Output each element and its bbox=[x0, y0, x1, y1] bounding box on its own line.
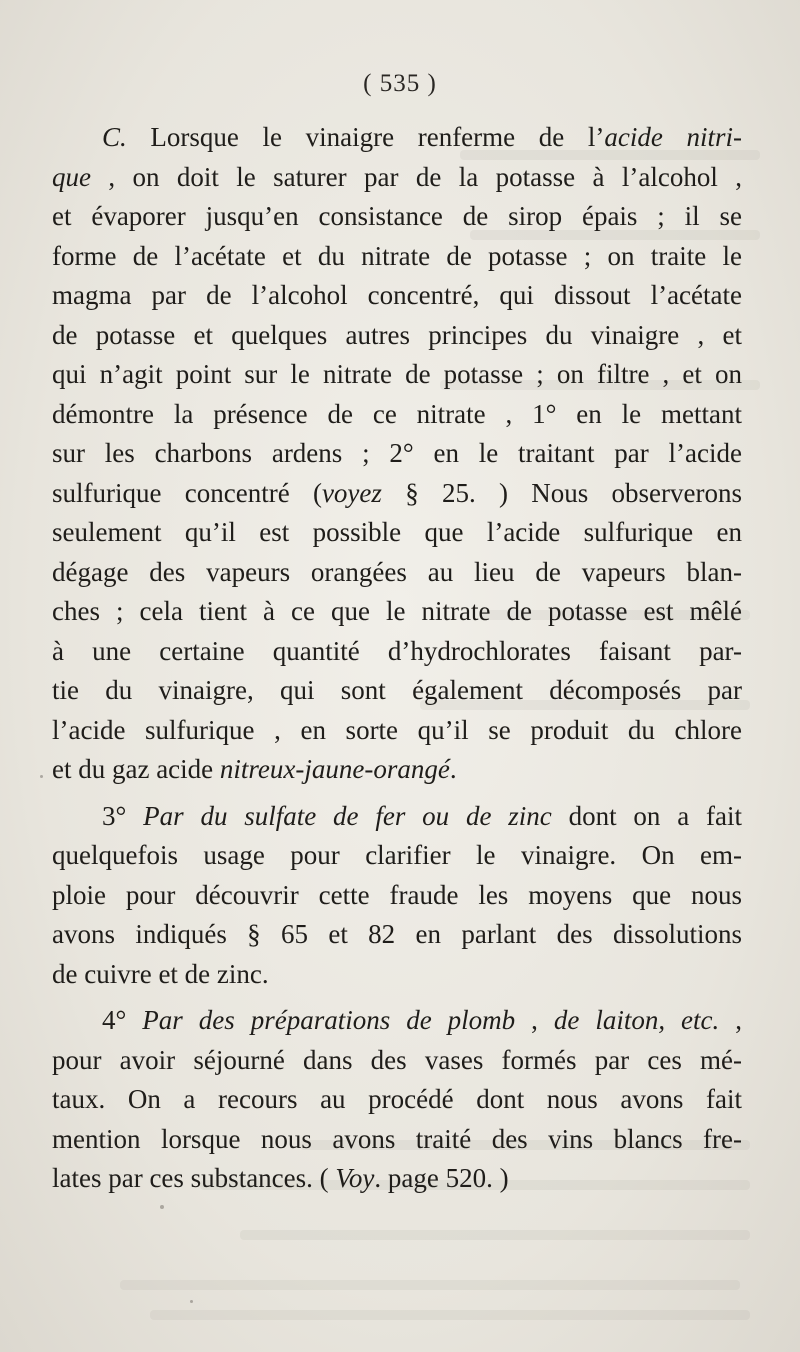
text-line: ploie pour découvrir cette fraude les moyens que nous bbox=[52, 879, 742, 910]
text-line: l’acide sulfurique , en sorte qu’il se produit du chlore bbox=[52, 714, 742, 745]
text-line: et évaporer jusqu’en consistance de sirop épais ; il se bbox=[52, 201, 742, 231]
text-line: qui n’agit point sur le nitrate de potasse ; on filtre , et on bbox=[52, 359, 742, 389]
body-text bbox=[52, 118, 742, 1199]
paragraph-3 bbox=[52, 1001, 742, 1199]
text-line: avons indiqués § 65 et 82 en parlant des dissolutions bbox=[52, 919, 742, 949]
text-line: et du gaz acide nitreux-jaune-orangé. bbox=[52, 754, 457, 784]
text-line: démontre la présence de ce nitrate , 1° en le mettant bbox=[52, 398, 742, 429]
text-line: taux. On a recours au procédé dont nous avons fait bbox=[52, 1084, 742, 1114]
text-line: pour avoir séjourné dans des vases formés par ces mé- bbox=[52, 1044, 742, 1075]
text-line: C. Lorsque le vinaigre renferme de l’acide nitri- bbox=[102, 122, 742, 152]
text-line: magma par de l’alcohol concentré, qui dissout l’acétate bbox=[52, 280, 742, 310]
paragraph-1 bbox=[52, 118, 742, 790]
text-line: ches ; cela tient à ce que le nitrate de potasse est mêlé bbox=[52, 596, 742, 626]
text-line: forme de l’acétate et du nitrate de potasse ; on traite le bbox=[52, 240, 742, 271]
text-line: lates par ces substances. ( Voy. page 520. ) bbox=[52, 1163, 509, 1193]
ink-speck bbox=[40, 775, 43, 778]
text-line: 3° Par du sulfate de fer ou de zinc dont on a fait bbox=[102, 800, 742, 831]
paragraph-2 bbox=[52, 797, 742, 995]
text-line: quelquefois usage pour clarifier le vinaigre. On em- bbox=[52, 840, 742, 870]
text-line: seulement qu’il est possible que l’acide sulfurique en bbox=[52, 517, 742, 547]
text-line: 4° Par des préparations de plomb , de laiton, etc. , bbox=[102, 1005, 743, 1035]
text-line: tie du vinaigre, qui sont également décomposés par bbox=[52, 675, 742, 705]
ink-speck bbox=[160, 1205, 164, 1209]
text-line: à une certaine quantité d’hydrochlorates faisant par- bbox=[52, 635, 742, 666]
text-line: de potasse et quelques autres principes du vinaigre , et bbox=[52, 319, 742, 350]
text-line: de cuivre et de zinc. bbox=[52, 958, 269, 989]
text-line: sulfurique concentré (voyez § 25. ) Nous observerons bbox=[52, 477, 742, 508]
text-line: sur les charbons ardens ; 2° en le traitant par l’acide bbox=[52, 438, 742, 468]
text-line: dégage des vapeurs orangées au lieu de vapeurs blan- bbox=[52, 556, 742, 587]
ink-speck bbox=[190, 1300, 193, 1303]
page-number: ( 535 ) bbox=[363, 70, 437, 97]
text-line: mention lorsque nous avons traité des vins blancs fre- bbox=[52, 1123, 742, 1154]
text-line: que , on doit le saturer par de la potasse à l’alcohol , bbox=[52, 161, 742, 192]
